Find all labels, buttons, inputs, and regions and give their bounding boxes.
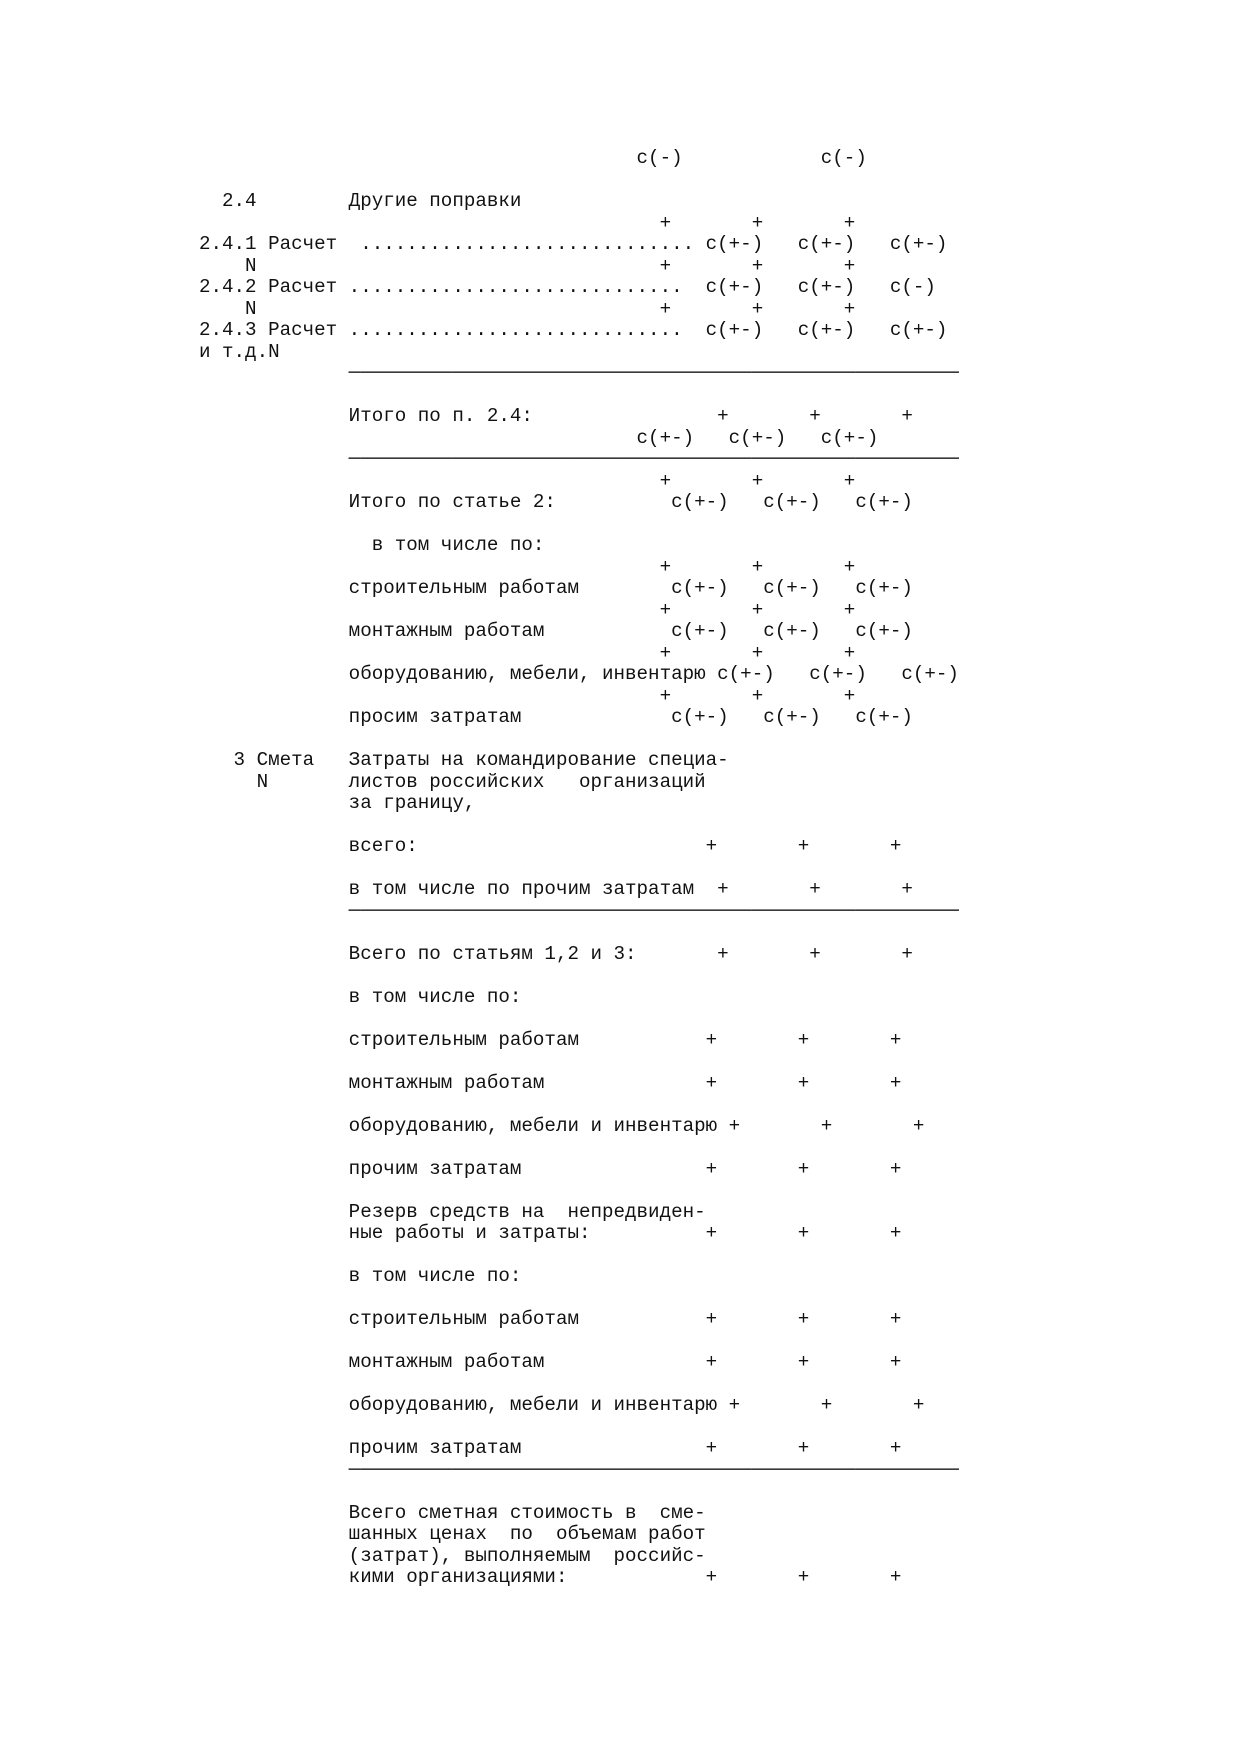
text-line: (затрат), выполняемым российс- (199, 1544, 706, 1567)
text-line: кими организациями: + + + (199, 1566, 902, 1588)
text-line (199, 1374, 959, 1396)
text-line (199, 170, 959, 192)
text-line: Всего по статьям 1,2 и 3: + + + (199, 942, 913, 965)
text-line (199, 385, 959, 407)
text-line: с(+-) с(+-) с(+-) (199, 426, 879, 449)
text-line (199, 1331, 959, 1353)
text-line: ───────────────────────────────────────────────────── (199, 1458, 959, 1481)
text-line: оборудованию, мебели и инвентарю + + + (199, 1394, 925, 1416)
text-line: в том числе по: (199, 1265, 522, 1287)
text-line (199, 1008, 959, 1030)
text-line (199, 514, 959, 536)
text-line: + + + (199, 684, 856, 707)
text-line: ───────────────────────────────────────────────────── (199, 362, 959, 384)
text-line (199, 858, 959, 880)
text-line: + + + (199, 469, 856, 492)
text-line (199, 729, 959, 751)
text-line: + + + (199, 555, 856, 578)
text-line: в том числе по прочим затратам + + + (199, 878, 913, 900)
text-line (199, 1288, 959, 1310)
text-line: всего: + + + (199, 835, 902, 857)
text-line: Итого по статье 2: с(+-) с(+-) с(+-) (199, 491, 913, 513)
text-line: 2.4 Другие поправки (199, 190, 522, 212)
text-line: и т.д.N (199, 340, 280, 363)
text-line: строительным работам с(+-) с(+-) с(+-) (199, 577, 913, 599)
text-line: шанных ценах по объемам работ (199, 1523, 706, 1545)
text-line: 2.4.1 Расчет ............................. с(+-) с(+-) с(+-) (199, 233, 948, 255)
text-line (199, 965, 959, 987)
text-line: строительным работам + + + (199, 1028, 902, 1051)
text-line: 3 Смета Затраты на командирование специа- (199, 749, 729, 771)
text-line: оборудованию, мебели, инвентарю с(+-) с(+-) с(+-) (199, 663, 959, 685)
text-line (199, 1051, 959, 1073)
text-line: ные работы и затраты: + + + (199, 1222, 902, 1244)
text-line (199, 815, 959, 837)
text-line: Итого по п. 2.4: + + + (199, 405, 913, 427)
text-line (199, 1180, 959, 1202)
text-line (199, 1137, 959, 1159)
text-line: монтажным работам + + + (199, 1071, 902, 1094)
text-line: N листов российских организаций (199, 770, 706, 793)
text-line: строительным работам + + + (199, 1308, 902, 1330)
text-line: N + + + (199, 297, 856, 320)
text-line: с(-) с(-) (199, 147, 867, 169)
text-line: ───────────────────────────────────────────────────── (199, 899, 959, 922)
text-line: прочим затратам + + + (199, 1157, 902, 1180)
text-line: 2.4.3 Расчет ............................. с(+-) с(+-) с(+-) (199, 319, 948, 341)
text-line (199, 1094, 959, 1116)
text-line: монтажным работам с(+-) с(+-) с(+-) (199, 620, 913, 642)
text-line: в том числе по: (199, 534, 545, 556)
document-body (199, 148, 959, 1589)
text-line: + + + (199, 211, 856, 234)
text-line: монтажным работам + + + (199, 1351, 902, 1373)
text-line: N + + + (199, 254, 856, 277)
text-line (199, 1481, 959, 1503)
text-line: + + + (199, 641, 856, 664)
text-line (199, 1417, 959, 1439)
text-line: оборудованию, мебели и инвентарю + + + (199, 1114, 925, 1137)
text-line (199, 922, 959, 944)
text-line: Резерв средств на непредвиден- (199, 1200, 706, 1223)
text-line: в том числе по: (199, 985, 522, 1008)
text-line: просим затратам с(+-) с(+-) с(+-) (199, 706, 913, 728)
text-line: ───────────────────────────────────────────────────── (199, 448, 959, 470)
text-line: за границу, (199, 792, 476, 814)
text-line: 2.4.2 Расчет ............................. с(+-) с(+-) с(-) (199, 276, 936, 298)
text-line: прочим затратам + + + (199, 1437, 902, 1459)
text-line (199, 1245, 959, 1267)
text-line: Всего сметная стоимость в сме- (199, 1501, 706, 1524)
text-line: + + + (199, 598, 856, 621)
